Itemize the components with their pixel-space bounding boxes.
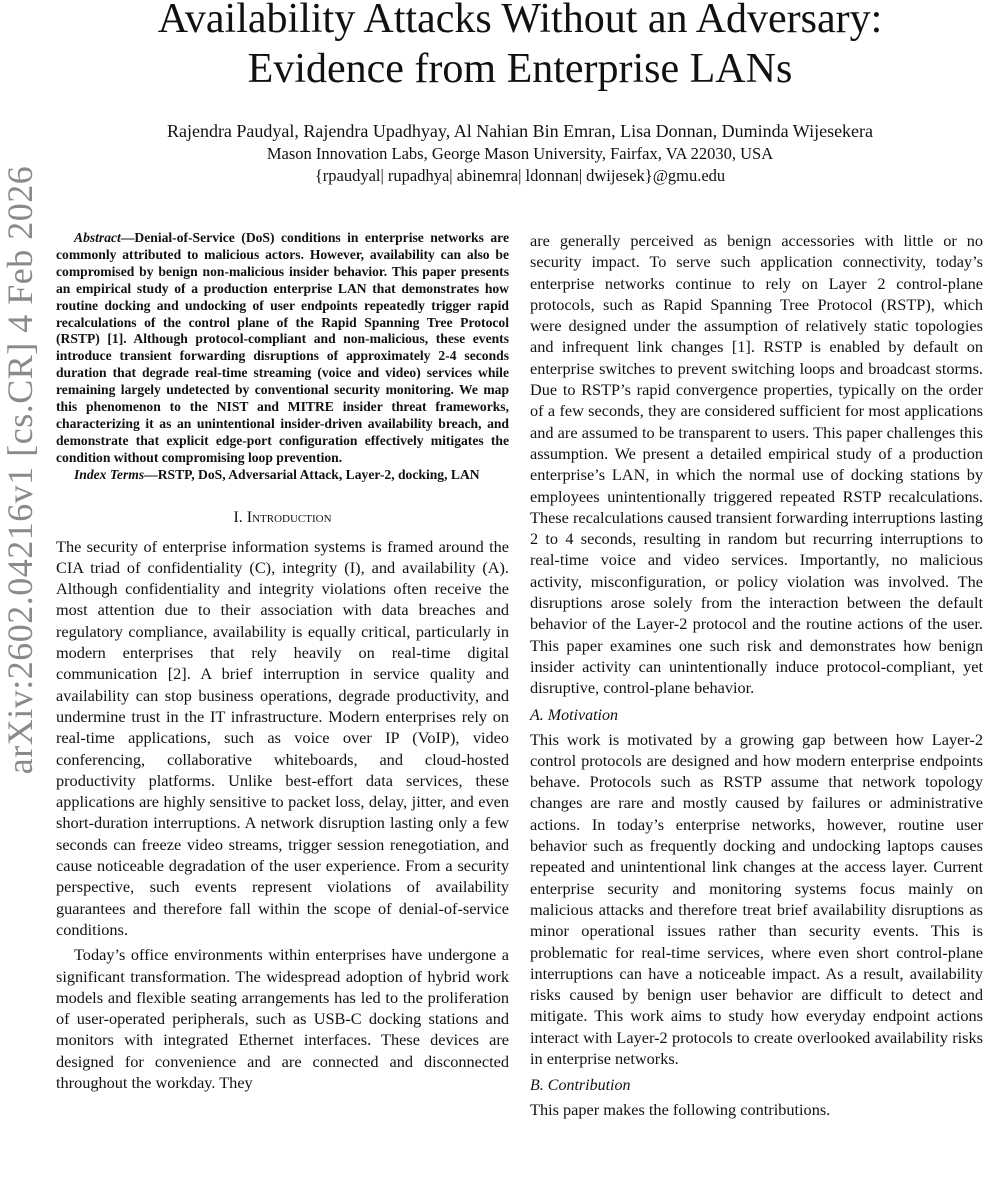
section-heading-introduction: I. Introduction xyxy=(233,508,332,526)
abstract-text: —Denial-of-Service (DoS) conditions in enterprise networks are commonly attributed to malicious actors. However, availability can also be compromised by benign non-malicious insider behavior. This paper presents an empirical study of a production enterprise LAN that demonstrates how routine docking and undocking of user endpoints repeatedly trigger rapid recalculations of the control plane of the Rapid Spanning Tree Protocol (RSTP) [1]. Although protocol-compliant and non-malicious, these events introduce transient forwarding disruptions of approximately 2-4 seconds duration that degrade real-time streaming (voice and video) services while remaining largely undetected by conventional security monitoring. We map this phenomenon to the NIST and MITRE insider threat frameworks, characterizing it as an unintentional insider-driven availability breach, and demonstrate that explicit edge-port configuration effectively mitigates the condition without compromising loop prevention. xyxy=(56,230,509,465)
title-line-2: Evidence from Enterprise LANs xyxy=(247,46,793,92)
abstract xyxy=(56,230,509,467)
affiliation: Mason Innovation Labs, George Mason University, Fairfax, VA 22030, USA xyxy=(266,144,774,163)
intro-paragraph-1: The security of enterprise information systems is framed around the CIA triad of confidentiality (C), integrity (I), and availability (A). Although confidentiality and integrity violations often receive the most attention due to their association with data breaches and regulatory compliance, availability is equally critical, particularly in modern enterprises that rely heavily on real-time digital communication [2]. A brief interruption in service quality and availability can stop business operations, degrade productivity, and undermine trust in the IT infrastructure. Modern enterprises rely on real-time applications, such as voice over IP (VoIP), video conferencing, collaborative whiteboards, and cloud-hosted productivity platforms. Unlike best-effort data services, these applications are highly sensitive to packet loss, delay, jitter, and even short-duration interruptions. A network disruption lasting only a few seconds can freeze video streams, trigger session renegotiation, and cause noticeable degradation of the user experience. From a security perspective, such events represent violations of availability guarantees and therefore fall within the scope of denial-of-service conditions. xyxy=(56,536,509,939)
paper-title xyxy=(0,0,985,94)
index-terms-label: Index Terms xyxy=(74,466,145,482)
author-emails: {rpaudyal| rupadhya| abinemra| ldonnan| dwijesek}@gmu.edu xyxy=(314,166,726,185)
intro-paragraph-2: Today’s office environments within enterprises have undergone a significant transformation. The widespread adoption of hybrid work models and flexible seating arrangements has led to the proliferation of user-operated peripherals, such as USB-C docking stations and monitors with integrated Ethernet interfaces. These devices are designed for convenience and are connected and disconnected throughout the workday. They xyxy=(56,945,509,1093)
contribution-paragraph: This paper makes the following contributions. xyxy=(530,1100,831,1120)
subsection-heading-contribution: B. Contribution xyxy=(530,1077,631,1095)
subsection-heading-motivation: A. Motivation xyxy=(530,706,618,724)
author-list: Rajendra Paudyal, Rajendra Upadhyay, Al Nahian Bin Emran, Lisa Donnan, Duminda Wijesekera xyxy=(166,121,874,141)
title-line-1: Availability Attacks Without an Adversary: xyxy=(157,0,883,42)
index-terms-text: —RSTP, DoS, Adversarial Attack, Layer-2, docking, LAN xyxy=(144,466,480,482)
motivation-paragraph: This work is motivated by a growing gap between how Layer-2 control protocols are designed and how modern enterprise endpoints behave. Protocols such as RSTP assume that network topology changes are rare and mostly caused by failures or administrative actions. In today’s enterprise networks, however, routine user behavior such as frequently docking and undocking laptops causes repeated and unintentional link changes at the access layer. Current enterprise security and monitoring systems focus mainly on malicious attacks and therefore treat brief availability disruptions as minor operational issues rather than security events. This is problematic for real-time services, where even short control-plane interruptions can have a noticeable impact. As a result, availability risks caused by benign user behavior are difficult to detect and mitigate. This work aims to study how everyday endpoint actions interact with Layer-2 protocols to create overlooked availability risks in enterprise networks. xyxy=(530,729,983,1068)
index-terms xyxy=(56,467,509,484)
right-column xyxy=(530,230,983,1121)
abstract-label: Abstract xyxy=(74,230,121,245)
intro-paragraph-3: are generally perceived as benign accessories with little or no security impact. To serve such application connectivity, today’s enterprise networks continue to rely on Layer 2 control-plane protocols, such as Rapid Spanning Tree Protocol (RSTP), which were designed under the assumption of relatively static topologies and infrequent link changes [1]. RSTP is enabled by default on enterprise switches to prevent switching loops and broadcast storms. Due to RSTP’s rapid convergence properties, typically on the order of a few seconds, they are considered sufficient for most applications and are assumed to be transparent to users. This paper challenges this assumption. We present a detailed empirical study of a production enterprise’s LAN, in which the normal use of docking stations by employees unintentionally triggered repeated RSTP recalculations. These recalculations caused transient forwarding interruptions lasting 2 to 4 seconds, resulting in random but recurring interruptions to real-time voice and video services. Importantly, no malicious activity, misconfiguration, or policy violation was involved. The disruptions arose solely from the interaction between the default behavior of the Layer-2 protocol and the routine actions of the user. This paper examines one such risk and demonstrates how benign insider activity can unintentionally induce protocol-compliant, yet disruptive, control-plane behavior. xyxy=(530,231,984,698)
left-column xyxy=(56,230,509,1093)
arxiv-stamp-text: arXiv:2602.04216v1 [cs.CR] 4 Feb 2026 xyxy=(0,165,40,775)
